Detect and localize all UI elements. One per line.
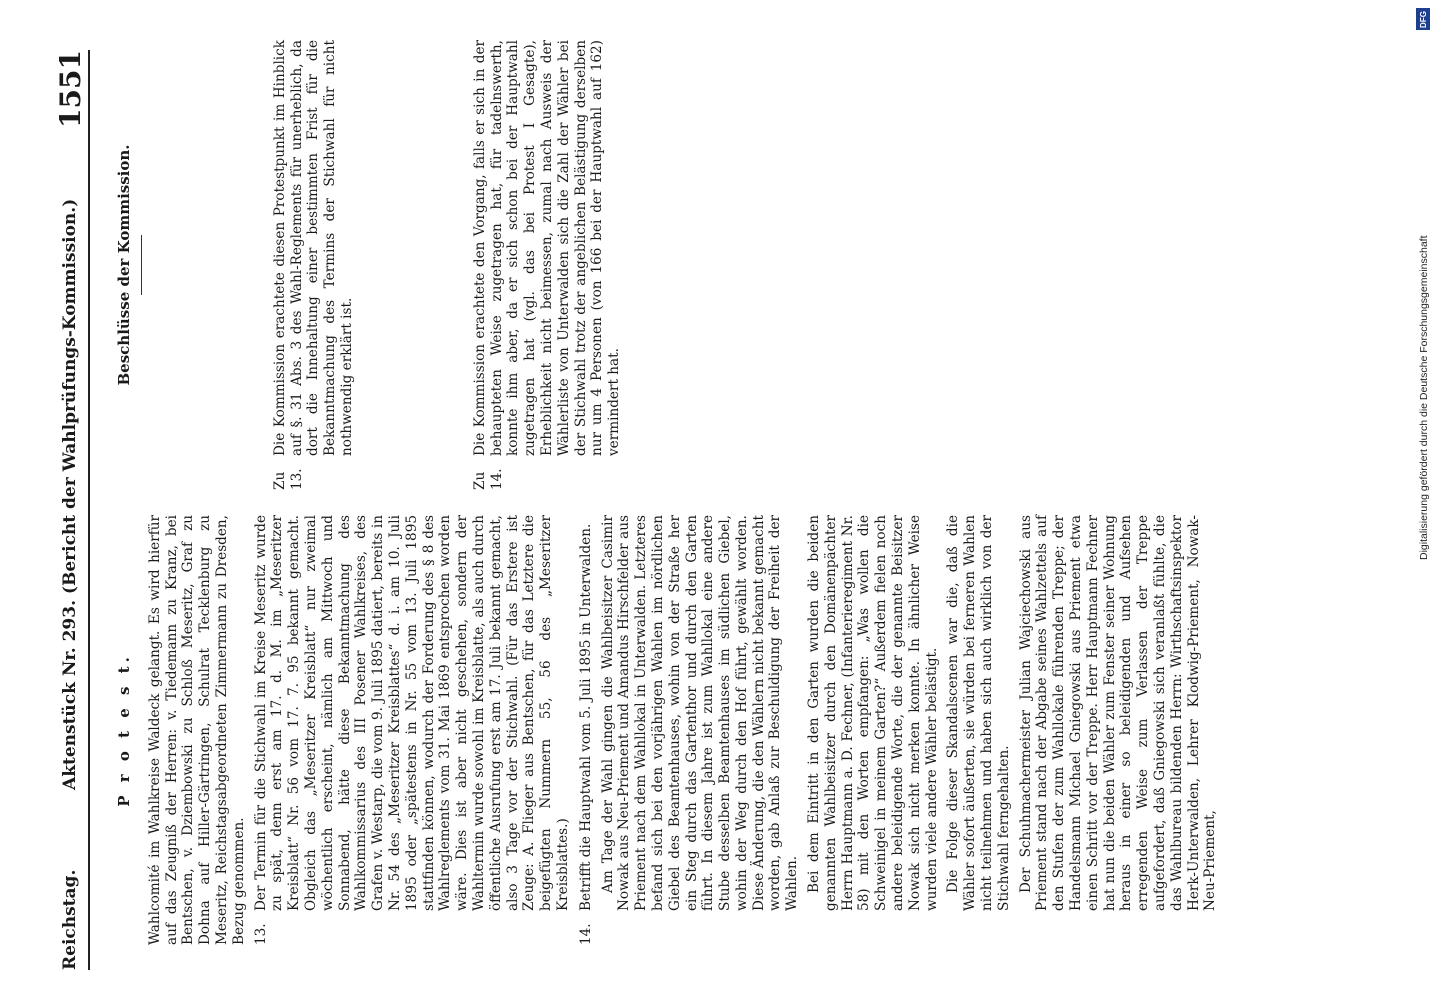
item-number: 14. <box>577 923 594 945</box>
decisions-column <box>110 40 629 490</box>
page-header <box>40 50 100 970</box>
paragraph: Der Termin für die Stichwahl im Kreise Meseritz wurde zu spät, denn erst am 17. d. M. im „Meseritzer Kreisblatt“ Nr. 56 vom 17. 7. 95 bekannt gemacht. Obgleich das „Meseritzer Kreisblatt“ nur zweimal wöchentlich erscheint, nämlich am Mittwoch und Sonnabend, hätte diese Bekanntmachung des Wahlkommissarius des III Posener Wahlkreises, des Grafen v. Westarp, die vom 9. Juli 1895 datiert, bereits in Nr. 54 des „Meseritzer Kreisblattes“ d. i. am 10. Juli 1895 oder „spätestens in Nr. 55 vom 13. Juli 1895 stattfinden können, wodurch der Forderung des § 8 des Wahlreglements vom 31. Mai 1869 entsprochen worden wäre. Dies ist aber nicht geschehen, sondern der Wahltermin wurde sowohl im Kreisblatte, als auch durch öffentliche Ausrufung erst am 17. Juli bekannt gemacht, also 3 Tage vor der Stichwahl. (Für das Erstere ist Zeuge: A. Flieger aus Bentschen, für das Letztere die beigefügten Nummern 55, 56 des „Meseritzer Kreisblattes.) <box>252 515 571 911</box>
paragraph: Betrifft die Hauptwahl vom 5. Juli 1895 in Unterwalden. <box>577 523 594 911</box>
item-number: Zu 14. <box>471 468 505 490</box>
protest-heading: P r o t e s t. <box>115 653 133 807</box>
digitization-credit <box>1414 0 1434 1000</box>
decisions-heading: Beschlüsse der Kommission. <box>115 144 133 386</box>
paragraph: Die Folge dieser Skandalscenen war die, daß die Wähler sofort äußerten, sie würden bei ferneren Wahlen nicht teilnehmen und haben sich auch wirklich von der Stichwahl ferngehalten. <box>945 515 1012 911</box>
paragraph: Die Kommission erachtete diesen Protestpunkt im Hinblick auf §. 31 Abs. 3 des Wahl-Reglements für unerheblich, da dort die Innehaltung einer bestimmten Frist für die Bekanntmachung des Termins der Stichwahl für nicht nothwendig erklärt ist. <box>271 40 355 456</box>
dfg-logo: DFG <box>1416 8 1430 30</box>
item-number: 13. <box>252 923 269 945</box>
spacer <box>162 40 272 490</box>
header-title: Aktenstück Nr. 293. (Bericht der Wahlprüfungs-Kommission.) <box>60 198 80 790</box>
protest-intro: Wahlcomité im Wahlkreise Waldeck gelangt. Es wird hierfür auf das Zeugniß der Herren: v. Tiedemann zu Kranz, bei Bentschen, v. Dziembowski zu Schloß Meseritz, Graf zu Dohna auf Hiller-Gärtringen, Schulrat Tecklenburg zu Meseritz, Reichstagsabgeordneten Zimmermann zu Dresden, Bezug genommen. <box>146 515 247 945</box>
protest-column <box>110 515 1225 945</box>
spacer <box>362 40 472 490</box>
paragraph: Am Tage der Wahl gingen die Wahlbeisitzer Casimir Nowak aus Neu-Priement und Amandus Hirschfelder aus Priement nach dem Wahllokal in Unterwalden. Letzteres befand sich bei den vorjährigen Wahlen im nördlichen Giebel des Beamtenhauses, wohin von der Straße her ein Steg durch das Gartenthor und durch den Garten führt. In diesem Jahre ist zum Wahllokal eine andere Stube desselben Beamtenhauses im südlichen Giebel, wohin der Weg durch den Hof führt, gewählt worden. Diese Änderung, die den Wählern nicht bekannt gemacht worden, gab Anlaß zur Beschuldigung der Freiheit der Wahlen. <box>599 515 801 911</box>
heading-divider <box>141 235 142 295</box>
page-number: 1551 <box>54 50 87 128</box>
item-number: Zu 13. <box>271 468 305 490</box>
paragraph: Der Schuhmachermeister Julian Wajciechowski aus Priement stand nach der Abgabe seines Wahlzettels auf den Stufen der zum Wahllokale führenden Treppe; der Handelsmann Michael Gniegowski aus Priement etwa einen Schritt vor der Treppe. Herr Hauptmann Fechner hat nun die beiden Wähler zum Fenster seiner Wohnung heraus in einer so beleidigenden und Aufsehen erregenden Weise zum Verlassen der Treppe aufgefordert, daß Gniegowski sich veranlaßt fühlte, die das Wahlbureau bildenden Herrn: Wirthschaftsinspektor Herk-Unterwalden, Lehrer Klodwig-Priement, Nowak-Neu-Priement, <box>1017 515 1219 911</box>
decision-item-13 <box>272 40 356 490</box>
paragraph: Die Kommission erachtete den Vorgang, falls er sich in der behaupteten Weise zugetragen hat, für tadelnswerth, konnte ihm aber, da er sich schon bei der Hauptwahl zugetragen hat (vgl. das bei Protest I Gesagte), Erheblichkeit nicht beimessen, zumal nach Ausweis der Wählerliste von Unterwalden sich die Zahl der Wähler bei der Stichwahl trotz der angeblichen Belästigung derselben nur um 4 Personen (von 166 bei der Hauptwahl auf 162) vermindert hat. <box>471 40 623 456</box>
header-left: Reichstag. <box>60 869 80 970</box>
protest-item-14 <box>578 515 1219 945</box>
protest-item-13 <box>253 515 572 945</box>
credit-text: Digitalisierung gefördert durch die Deutsche Forschungsgemeinschaft <box>1418 235 1430 560</box>
header-rule <box>88 50 90 970</box>
decision-item-14 <box>472 40 623 490</box>
paragraph: Bei dem Eintritt in den Garten wurden die beiden genannten Wahlbeisitzer durch den Domänenpächter Herrn Hauptmann a. D. Fechner, (Infanterieregiment Nr. 58) mit den Worten empfangen: „Was wollen die Schweinigel in meinem Garten?“ Außerdem fielen noch andere beleidigende Worte, die der genannte Beisitzer Nowak sich nicht merken konnte. In ähnlicher Weise wurden viele andere Wähler belästigt. <box>806 515 940 911</box>
